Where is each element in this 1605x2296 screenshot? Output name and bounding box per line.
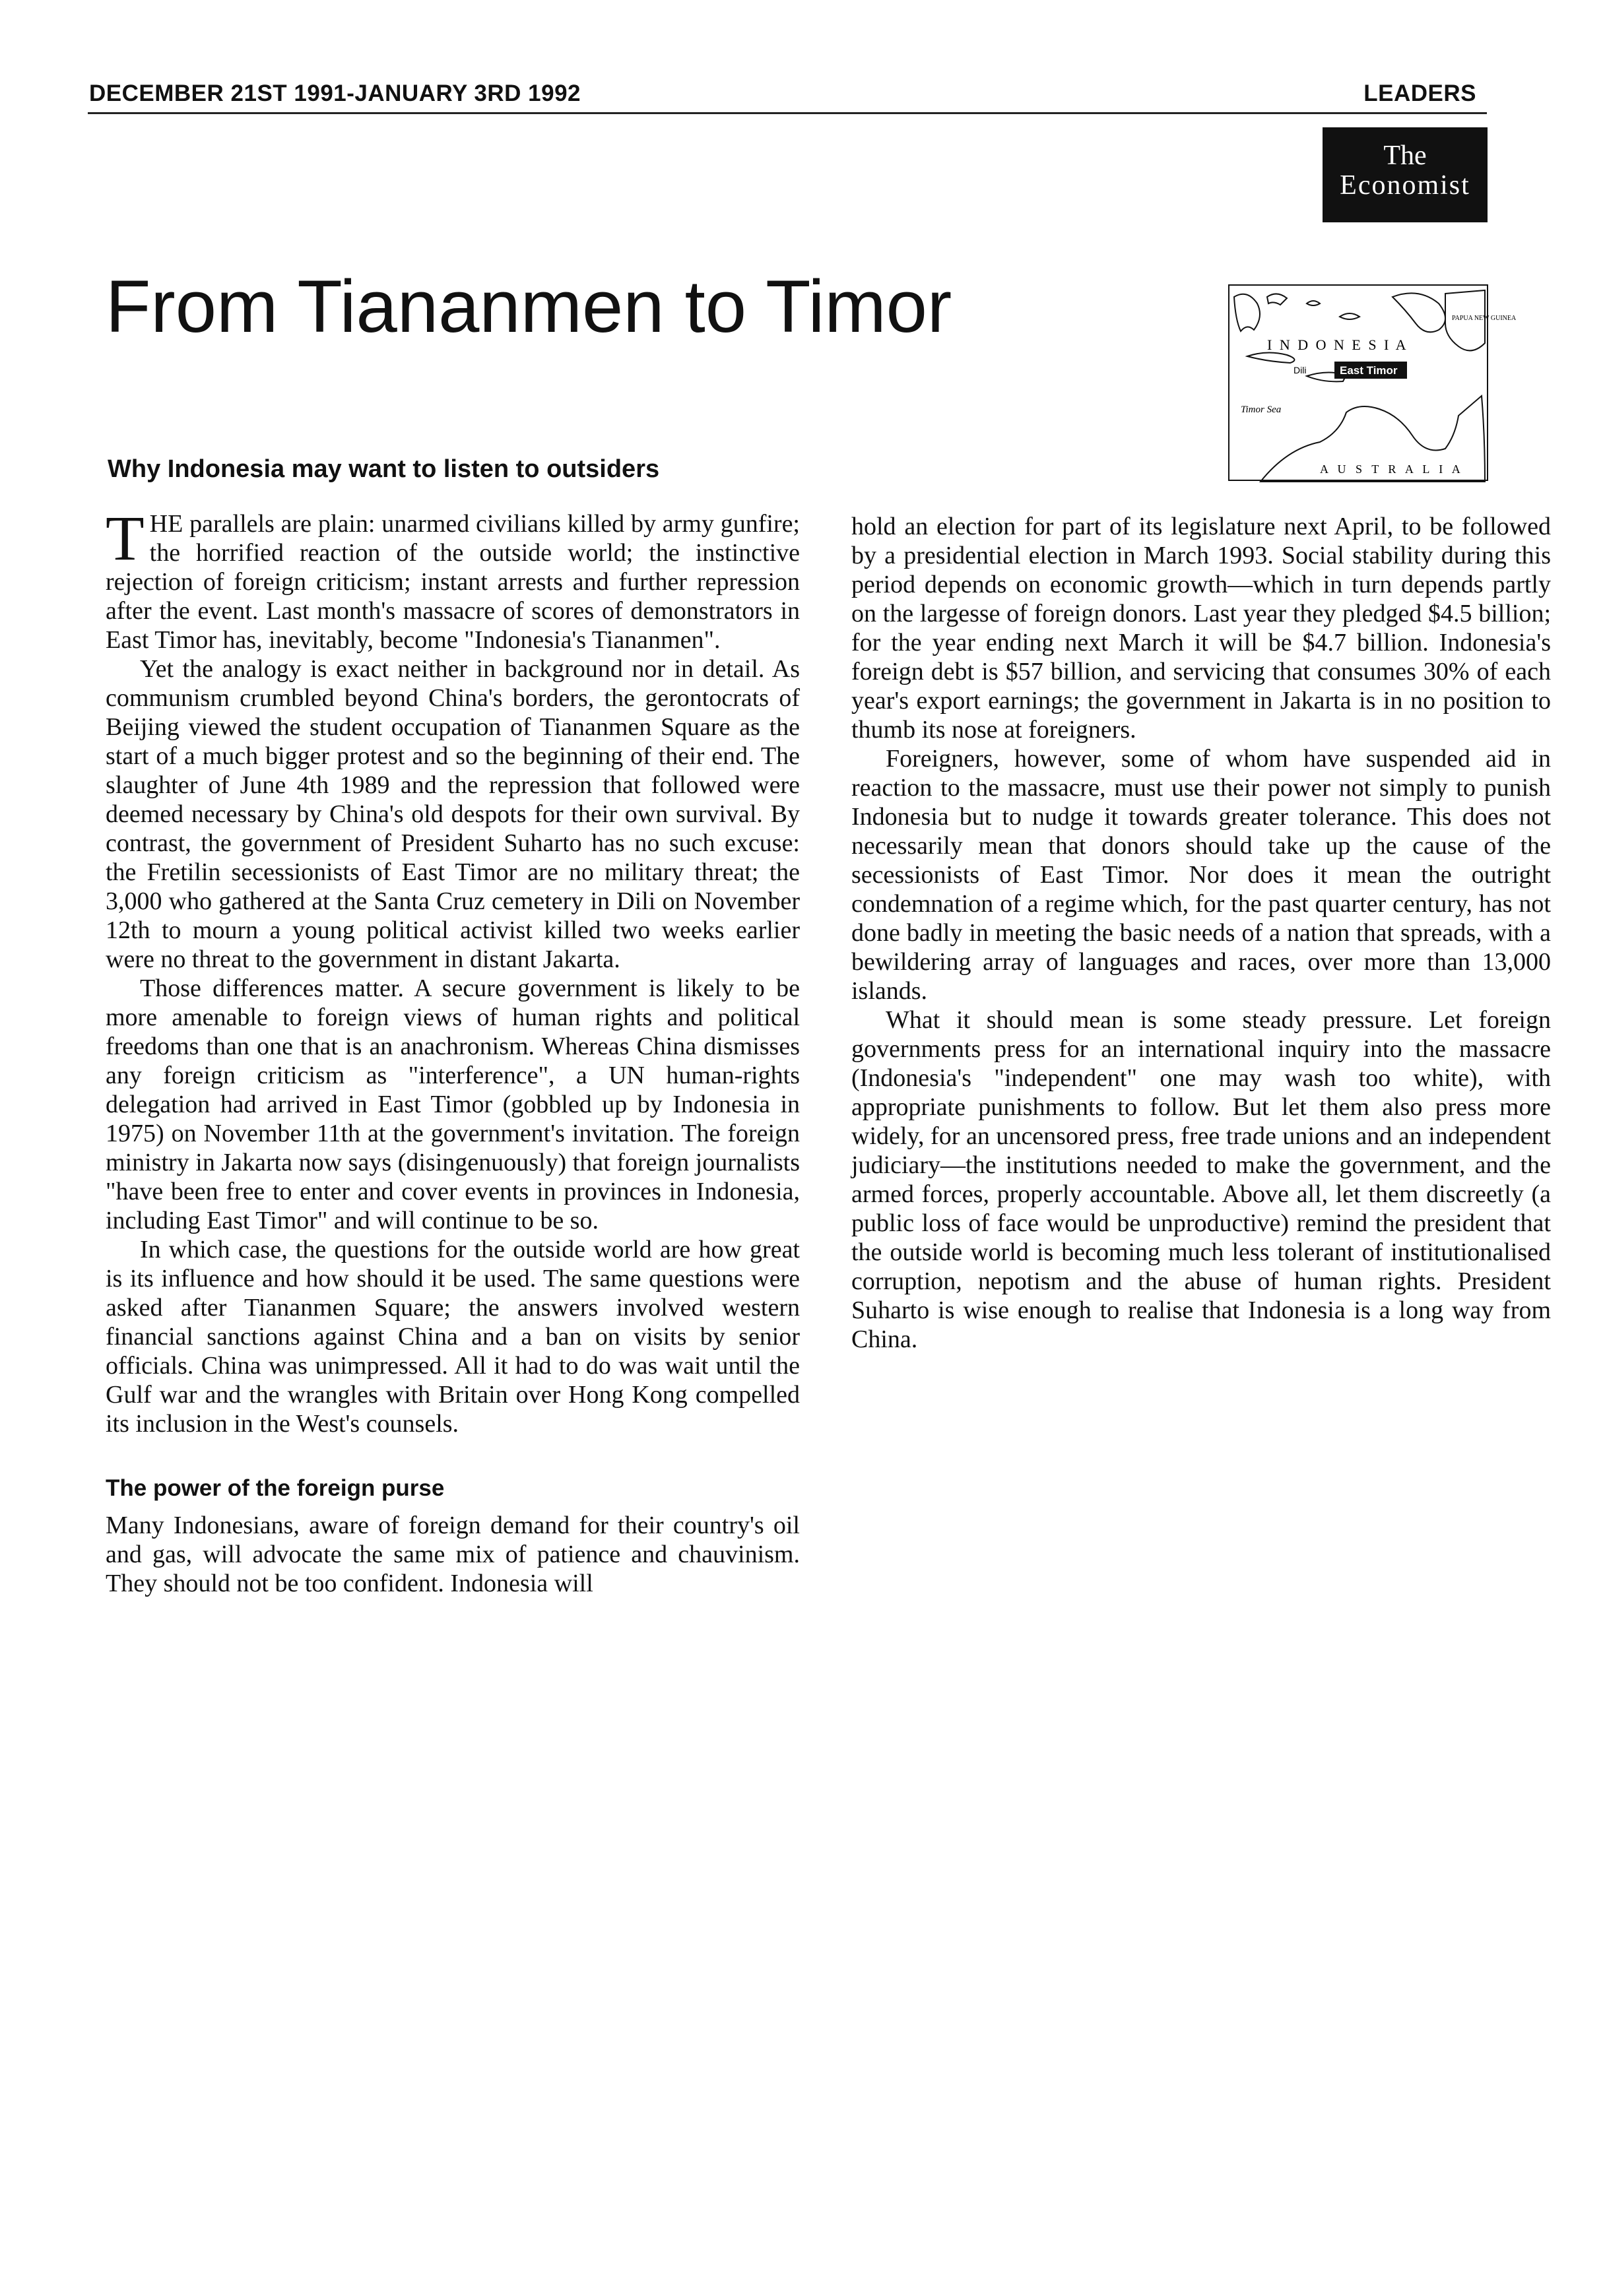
section-label: LEADERS — [1363, 80, 1476, 106]
issue-date: DECEMBER 21ST 1991-JANUARY 3RD 1992 — [89, 80, 581, 106]
map-label-dili: Dili — [1294, 365, 1307, 375]
map-frame — [1229, 285, 1488, 480]
article-subhead: Why Indonesia may want to listen to outsiders — [108, 455, 660, 483]
paragraph: In which case, the questions for the outside world are how great is its influence and how should it be used. The same questions were asked after Tiananmen Square; the answers involved western financial sanctions against China and a ban on visits by senior officials. China was unimpressed. All it had to do was wait until the Gulf war and the wrangles with Britain over Hong Kong compelled its inclusion in the West's counsels. — [106, 1236, 800, 1438]
logo-line-1: The — [1383, 141, 1427, 171]
map-label-papua: PAPUA NEW GUINEA — [1452, 315, 1517, 322]
map-label-timor-sea: Timor Sea — [1241, 404, 1282, 415]
economist-logo — [1323, 127, 1488, 222]
paragraph: THE parallels are plain: unarmed civilians killed by army gunfire; the horrified reaction of the outside world; the instinctive rejection of foreign criticism; instant arrests and further repression after the event. Last month's massacre of scores of demonstrators in East Timor has, inevitably, become "Indonesia's Tiananmen". — [106, 503, 800, 654]
paragraph: Many Indonesians, aware of foreign demand for their country's oil and gas, will advocate the same mix of patience and chauvinism. They should not be too confident. Indonesia will — [106, 1512, 800, 1597]
paragraph: hold an election for part of its legislature next April, to be followed by a presidential election in March 1993. Social stability during this period depends on economic growth—which in turn depends partly on the largesse of foreign donors. Last year they pledged $4.5 billion; for the year ending next March it will be $4.7 billion. Indonesia's foreign debt is $57 billion, and servicing that consumes 30% of each year's export earnings; the government in Jakarta is in no position to thumb its nose at foreigners. — [851, 513, 1551, 744]
paragraph: Yet the analogy is exact neither in background nor in detail. As communism crumbled beyond China's borders, the gerontocrats of Beijing viewed the student occupation of Tiananmen Square as the start of a much bigger protest and so the beginning of their end. The slaughter of June 4th 1989 and the repression that followed were deemed necessary by China's old despots for their own survival. By contrast, the government of President Suharto has no such excuse: the Fretilin secessionists of East Timor are no military threat; the 3,000 who gathered at the Santa Cruz cemetery in Dili on November 12th to mourn a young political activist killed two weeks earlier were no threat to the government in distant Jakarta. — [106, 655, 800, 973]
map-label-east-timor: East Timor — [1340, 364, 1398, 377]
paragraph: Foreigners, however, some of whom have suspended aid in reaction to the massacre, must use their power not simply to punish Indonesia but to nudge it towards greater tolerance. This does not necessarily mean that donors should take up the cause of the secessionists of East Timor. Nor does it mean the outright condemnation of a regime which, for the past quarter century, has not done badly in meeting the basic needs of a nation that spreads, with a bewildering array of languages and races, over more than 13,000 islands. — [851, 745, 1551, 1005]
section-heading: The power of the foreign purse — [106, 1475, 445, 1501]
paragraph: What it should mean is some steady pressure. Let foreign governments press for an international inquiry into the massacre (Indonesia's "independent" one may wash too white), with appropriate punishments to follow. But let them also press more widely, for an uncensored press, free trade unions and an independent judiciary—the institutions needed to make the government, and the armed forces, properly accountable. Above all, let them discreetly (a public loss of face would be unproductive) remind the president that the outside world is becoming much less tolerant of institutionalised corruption, nepotism and the abuse of human rights. President Suharto is wise enough to realise that Indonesia is a long way from China. — [851, 1006, 1551, 1353]
logo-line-2: Economist — [1340, 170, 1470, 201]
paragraph: Those differences matter. A secure government is likely to be more amenable to foreign views of human rights and political freedoms than one that is an anachronism. Whereas China dismisses any foreign criticism as "interference", a UN human-rights delegation had arrived in East Timor (gobbled up by Indonesia in 1975) on November 11th at the government's invitation. The foreign ministry in Jakarta now says (disingenuously) that foreign journalists "have been free to enter and cover events in provinces in Indonesia, including East Timor" and will continue to be so. — [106, 974, 800, 1234]
map-label-indonesia: I N D O N E S I A — [1267, 336, 1408, 353]
article-column-2 — [851, 512, 1551, 1354]
map-label-australia: A U S T R A L I A — [1320, 462, 1464, 476]
header-divider — [88, 112, 1487, 114]
article-headline: From Tiananmen to Timor — [106, 265, 952, 348]
east-timor-map — [1228, 284, 1517, 482]
article-column-1 — [106, 503, 800, 1598]
